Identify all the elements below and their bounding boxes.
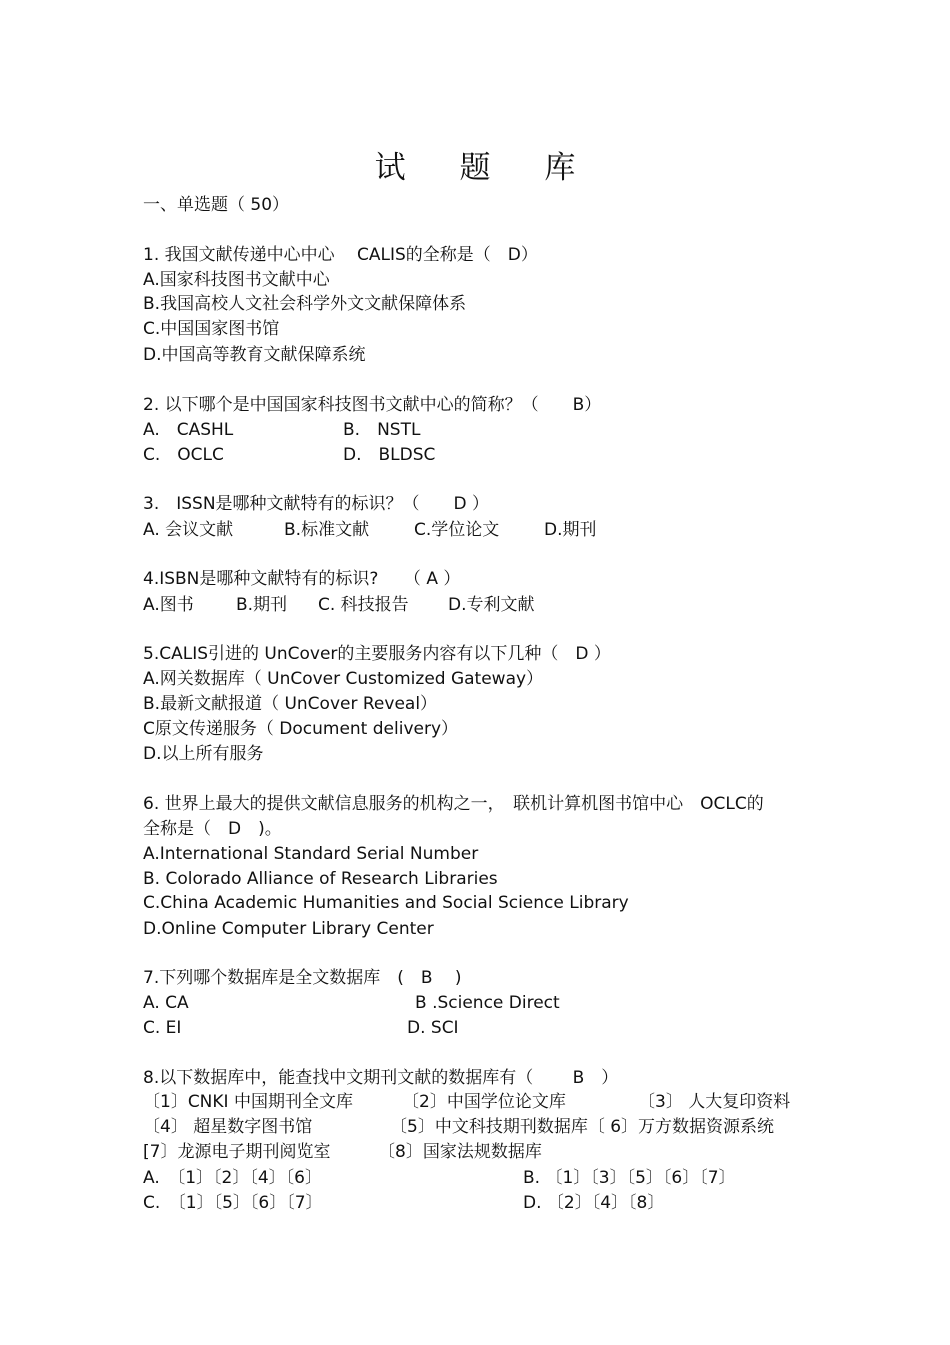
question-1-option-c: C.中国国家图书馆 [143, 319, 280, 339]
question-3-option-a: A. 会议文献 [143, 520, 234, 540]
question-4-option-d: D.专利文献 [448, 595, 535, 615]
question-7-option-c: C. EI [143, 1018, 182, 1038]
question-8-item-7: [7〕龙源电子期刊阅览室 [143, 1142, 331, 1162]
question-6-option-c: C.China Academic Humanities and Social Science Library [143, 893, 629, 913]
question-8-option-c: C. 〔1〕〔5〕〔6〕〔7〕 [143, 1193, 323, 1213]
question-4-option-b: B.期刊 [236, 595, 288, 615]
question-4-stem: 4.ISBN是哪种文献特有的标识? （ A ） [143, 569, 461, 589]
question-6-stem-line-2: 全称是（ D )。 [143, 819, 282, 839]
question-6-option-b: B. Colorado Alliance of Research Libraries [143, 869, 498, 889]
question-8-item-1: 〔1〕CNKI 中国期刊全文库 [143, 1092, 353, 1112]
question-2-stem: 2. 以下哪个是中国国家科技图书文献中心的简称？（ B） [143, 395, 602, 415]
question-6-option-a: A.International Standard Serial Number [143, 844, 479, 864]
question-8-item-5-6: 〔5〕中文科技期刊数据库〔 6〕万方数据资源系统 [390, 1117, 775, 1137]
question-3-option-c: C.学位论文 [414, 520, 500, 540]
question-8-item-3: 〔3〕 人大复印资料 [638, 1092, 791, 1112]
document-title: 试 题 库 [374, 150, 598, 186]
question-2-option-b: B. NSTL [343, 420, 421, 440]
question-8-option-d: D. 〔2〕〔4〕〔8〕 [523, 1193, 665, 1213]
section-heading: 一、单选题（ 50） [143, 195, 290, 215]
question-8-item-2: 〔2〕中国学位论文库 [402, 1092, 566, 1112]
question-8-item-4: 〔4〕 超星数字图书馆 [143, 1117, 313, 1137]
question-7-stem: 7.下列哪个数据库是全文数据库 ( B ) [143, 968, 462, 988]
question-5-stem: 5.CALIS引进的 UnCover的主要服务内容有以下几种（ D ） [143, 644, 611, 664]
question-1-option-a: A.国家科技图书文献中心 [143, 270, 330, 290]
question-2-option-d: D. BLDSC [343, 445, 436, 465]
question-5-option-a: A.网关数据库（ UnCover Customized Gateway） [143, 669, 544, 689]
question-1-option-b: B.我国高校人文社会科学外文文献保障体系 [143, 294, 467, 314]
question-4-option-a: A.图书 [143, 595, 194, 615]
question-5-option-d: D.以上所有服务 [143, 744, 264, 764]
question-7-option-a: A. CA [143, 993, 189, 1013]
question-3-stem: 3. ISSN是哪种文献特有的标识？（ D ） [143, 494, 490, 514]
question-1-option-d: D.中国高等教育文献保障系统 [143, 345, 366, 365]
question-2-option-a: A. CASHL [143, 420, 234, 440]
question-5-option-c: C原文传递服务（ Document delivery） [143, 719, 459, 739]
question-3-option-d: D.期刊 [544, 520, 597, 540]
question-1-stem: 1. 我国文献传递中心中心 CALIS的全称是（ D） [143, 245, 538, 265]
question-7-option-d: D. SCI [407, 1018, 459, 1038]
question-8-item-8: 〔8〕国家法规数据库 [378, 1142, 542, 1162]
question-2-option-c: C. OCLC [143, 445, 224, 465]
question-4-option-c: C. 科技报告 [318, 595, 409, 615]
question-7-option-b: B .Science Direct [415, 993, 560, 1013]
question-8-option-b: B. 〔1〕〔3〕〔5〕〔6〕〔7〕 [523, 1168, 736, 1188]
question-8-option-a: A. 〔1〕〔2〕〔4〕〔6〕 [143, 1168, 322, 1188]
question-3-option-b: B.标准文献 [284, 520, 370, 540]
question-6-option-d: D.Online Computer Library Center [143, 919, 434, 939]
question-6-stem-line-1: 6. 世界上最大的提供文献信息服务的机构之一， 联机计算机图书馆中心 OCLC的 [143, 794, 764, 814]
question-8-stem: 8.以下数据库中，能查找中文期刊文献的数据库有（ B ） [143, 1068, 619, 1088]
question-5-option-b: B.最新文献报道（ UnCover Reveal） [143, 694, 438, 714]
